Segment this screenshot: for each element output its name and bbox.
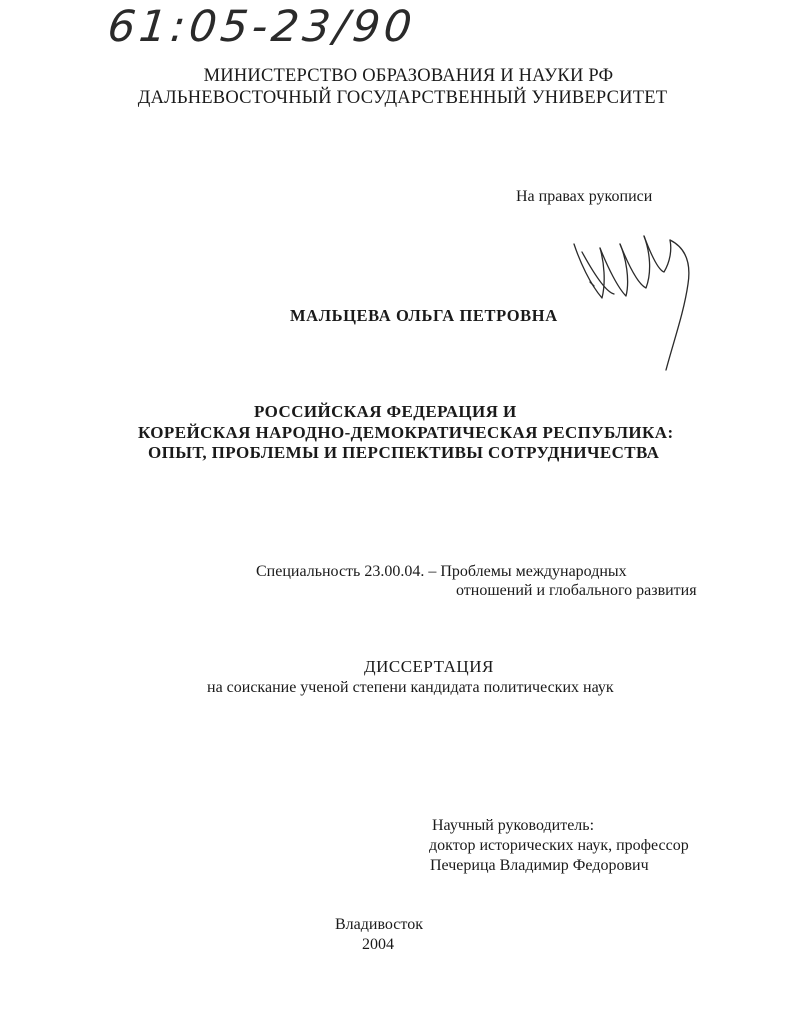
document-type-label: ДИССЕРТАЦИЯ: [364, 657, 494, 676]
author-name: МАЛЬЦЕВА ОЛЬГА ПЕТРОВНА: [290, 306, 558, 325]
manuscript-note: На правах рукописи: [516, 188, 653, 205]
city: Владивосток: [335, 916, 423, 933]
specialty-line-1: Специальность 23.00.04. – Проблемы международных: [256, 563, 627, 580]
year: 2004: [362, 936, 394, 953]
supervisor-title: доктор исторических наук, профессор: [429, 837, 689, 854]
dissertation-title-line-1: РОССИЙСКАЯ ФЕДЕРАЦИЯ И: [254, 402, 517, 421]
supervisor-label: Научный руководитель:: [432, 817, 595, 834]
specialty-line-2: отношений и глобального развития: [456, 582, 697, 599]
university-name: ДАЛЬНЕВОСТОЧНЫЙ ГОСУДАРСТВЕННЫЙ УНИВЕРСИТЕТ: [137, 88, 668, 108]
dissertation-title-line-2: КОРЕЙСКАЯ НАРОДНО-ДЕМОКРАТИЧЕСКАЯ РЕСПУБЛИКА:: [138, 423, 674, 442]
dissertation-title-line-3: ОПЫТ, ПРОБЛЕМЫ И ПЕРСПЕКТИВЫ СОТРУДНИЧЕСТВА: [148, 443, 660, 462]
degree-line: на соискание ученой степени кандидата политических наук: [207, 679, 614, 696]
ministry-name: МИНИСТЕРСТВО ОБРАЗОВАНИЯ И НАУКИ РФ: [203, 66, 614, 86]
catalog-number: 61:05-23/90: [105, 2, 418, 52]
supervisor-name: Печерица Владимир Федорович: [430, 857, 649, 874]
author-signature: [560, 222, 710, 372]
